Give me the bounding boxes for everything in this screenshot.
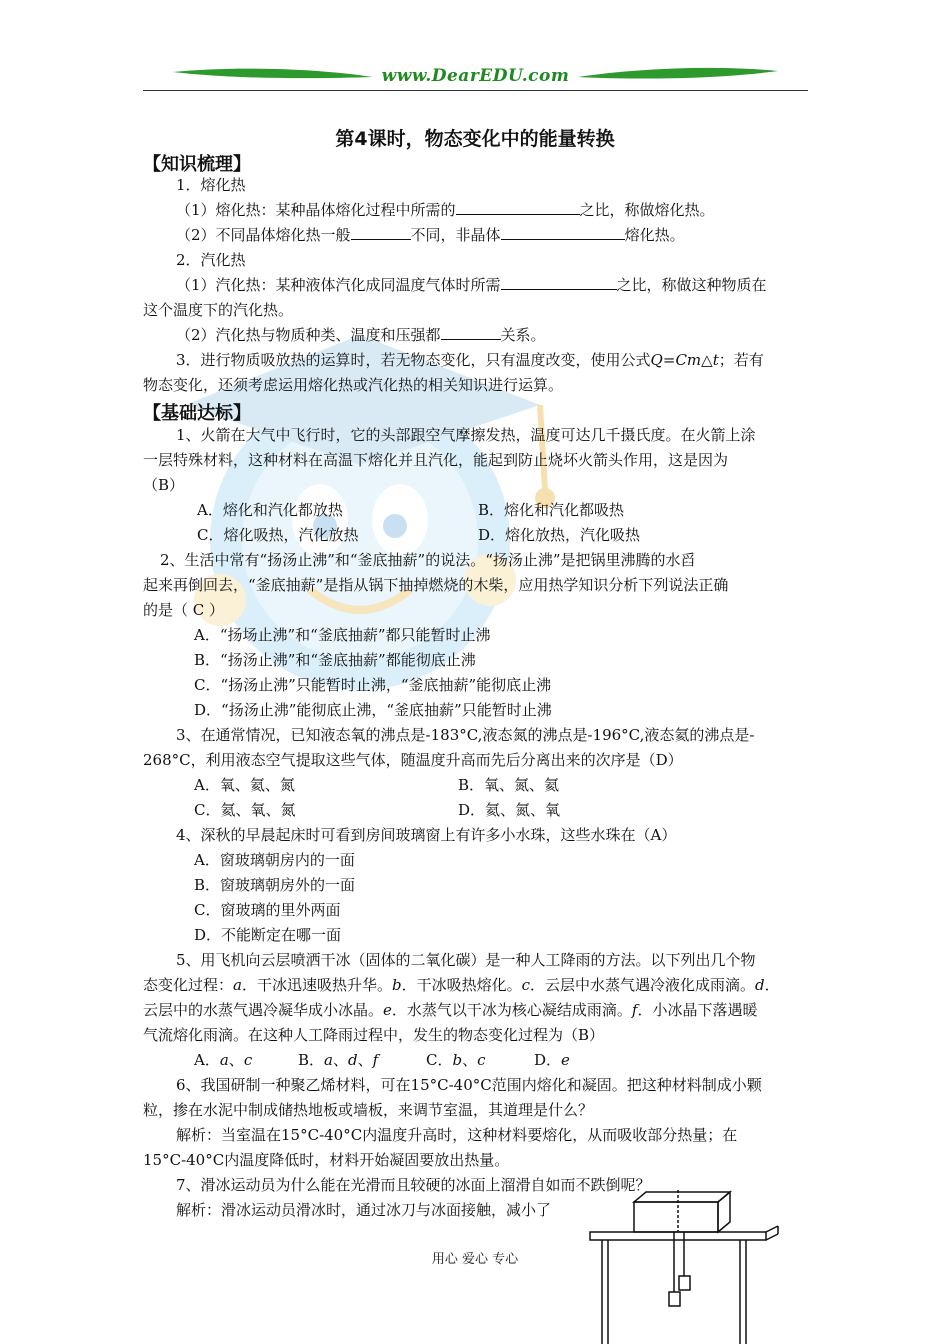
formula-var: Q <box>650 351 663 369</box>
formula-sign: = <box>662 351 676 369</box>
item-key: d <box>755 976 765 994</box>
q3-option-c: C．氦、氧、氮 <box>194 801 296 819</box>
q4-line-1: 4、深秋的早晨起床时可看到房间玻璃窗上有许多小水珠，这些水珠在（A） <box>176 826 677 844</box>
knowledge-heading-1: 1．熔化热 <box>176 176 246 194</box>
q1-line-1: 1、火箭在大气中飞行时，它的头部跟空气摩擦发热，温度可达几千摄氏度。在火箭上涂 <box>176 426 756 444</box>
text-span: 关系。 <box>500 326 546 344</box>
text-span: （2）不同晶体熔化热一般 <box>176 226 351 244</box>
text-span: 云层中的水蒸气遇冷凝华成小冰晶。 <box>143 1001 384 1019</box>
q5-option-d <box>534 1050 570 1070</box>
section-heading-basic: 【基础达标】 <box>143 403 251 424</box>
fill-blank <box>441 325 501 340</box>
q4-option-d: D．不能断定在哪一面 <box>194 926 342 944</box>
q3-line-1: 3、在通常情况，已知液态氧的沸点是-183°C,液态氮的沸点是-196°C,液态氦的沸点是- <box>176 726 755 744</box>
text-span: 、 <box>357 1051 373 1069</box>
q3-option-a: A．氧、氦、氮 <box>194 776 295 794</box>
logo-text: www.DearEDU.com <box>381 66 570 86</box>
q1-line-2: 一层特殊材料，这种材料在高温下熔化并且汽化，能起到防止烧坏火箭头作用，这是因为 <box>143 451 729 469</box>
text-span: ；若有 <box>718 351 764 369</box>
knowledge-line-2 <box>176 225 685 245</box>
site-logo <box>143 60 808 94</box>
item-key: c <box>477 1051 486 1069</box>
text-span: （1）熔化热：某种晶体熔化过程中所需的 <box>176 201 456 219</box>
q1-option-a: A．熔化和汽化都放热 <box>197 501 343 519</box>
text-span: ．干冰迅速吸热升华。 <box>241 976 392 994</box>
formula-delta: △ <box>701 351 713 369</box>
q2-option-b: B．“扬汤止沸”和“釜底抽薪”都能彻底止沸 <box>194 651 476 669</box>
text-span: 不同，非晶体 <box>410 226 501 244</box>
q2-line-3: 的是（ C ） <box>143 601 225 619</box>
q5-option-b <box>298 1050 378 1070</box>
knowledge-line-5 <box>176 350 764 370</box>
q1-option-c: C．熔化吸热，汽化放热 <box>197 526 359 544</box>
formula-var: t <box>712 351 719 369</box>
q4-option-c: C．窗玻璃的里外两面 <box>194 901 341 919</box>
text-span: 、 <box>228 1051 244 1069</box>
q3-line-2: 268°C，利用液态空气提取这些气体，随温度升高而先后分离出来的次序是（D） <box>143 751 683 769</box>
text-span: ．云层中水蒸气遇冷液化成雨滴。 <box>530 976 756 994</box>
q5-line-4: 气流熔化雨滴。在这种人工降雨过程中，发生的物态变化过程为（B） <box>143 1026 605 1044</box>
q7-line-1: 7、滑冰运动员为什么能在光滑而且较硬的冰面上溜滑自如而不跌倒呢？ <box>176 1176 651 1194</box>
item-key: b <box>452 1051 463 1069</box>
text-span: 态变化过程： <box>143 976 234 994</box>
header-rule <box>143 90 808 91</box>
q2-line-1: 2、生活中常有“扬汤止沸”和“釜底抽薪”的说法。“扬汤止沸”是把锅里沸腾的水舀 <box>160 551 696 569</box>
fill-blank <box>351 225 411 240</box>
knowledge-heading-2: 2．汽化热 <box>176 251 246 269</box>
text-span: A． <box>194 1051 220 1069</box>
text-span: ．小冰晶下落遇暖 <box>637 1001 758 1019</box>
q2-option-c: C．“扬汤止沸”只能暂时止沸，“釜底抽薪”能彻底止沸 <box>194 676 552 694</box>
text-span: ．干冰吸热熔化。 <box>401 976 522 994</box>
q5-line-3 <box>143 1000 758 1020</box>
text-span: 、 <box>462 1051 478 1069</box>
q1-line-3: （B） <box>143 476 185 494</box>
text-span: D． <box>534 1051 562 1069</box>
item-key: a <box>219 1051 229 1069</box>
item-key: c <box>521 976 531 994</box>
q6-line-3: 解析：当室温在15°C-40°C内温度升高时，这种材料要熔化，从而吸收部分热量；在 <box>176 1126 738 1144</box>
text-span: 之比，称做这种物质在 <box>616 276 767 294</box>
text-span: 、 <box>332 1051 348 1069</box>
knowledge-line-3 <box>176 275 767 295</box>
text-span: ．水蒸气以干冰为核心凝结成雨滴。 <box>391 1001 632 1019</box>
q1-option-b: B．熔化和汽化都吸热 <box>478 501 625 519</box>
page-title: 第4课时，物态变化中的能量转换 <box>335 128 615 150</box>
knowledge-line-1 <box>176 200 715 220</box>
q2-option-a: A．“扬场止沸”和“釜底抽薪”都只能暂时止沸 <box>194 626 491 644</box>
item-key: a <box>324 1051 333 1069</box>
q5-option-a <box>194 1050 252 1070</box>
q5-line-1: 5、用飞机向云层喷洒干冰（固体的二氧化碳）是一种人工降雨的方法。以下列出几个物 <box>176 951 756 969</box>
q6-line-4: 15°C-40°C内温度降低时，材料开始凝固要放出热量。 <box>143 1151 510 1169</box>
page-footer: 用心 爱心 专心 <box>431 1252 519 1267</box>
q3-option-b: B．氧、氮、氦 <box>458 776 560 794</box>
q1-option-d: D．熔化放热，汽化吸热 <box>478 526 641 544</box>
text-span: C． <box>426 1051 453 1069</box>
text-span: （1）汽化热：某种液体汽化成同温度气体时所需 <box>176 276 501 294</box>
item-key: e <box>383 1001 392 1019</box>
item-key: f <box>631 1001 638 1019</box>
q2-option-d: D．“扬汤止沸”能彻底止沸，“釜底抽薪”只能暂时止沸 <box>194 701 552 719</box>
item-key: d <box>348 1051 358 1069</box>
q5-line-2 <box>143 975 780 995</box>
section-heading-knowledge: 【知识梳理】 <box>143 154 251 175</box>
q6-line-2: 粒，掺在水泥中制成储热地板或墙板，来调节室温，其道理是什么？ <box>143 1101 594 1119</box>
q4-option-b: B．窗玻璃朝房外的一面 <box>194 876 356 894</box>
knowledge-line-3-cont: 这个温度下的汽化热。 <box>143 301 294 319</box>
q7-line-2: 解析：滑冰运动员滑冰时，通过冰刀与冰面接触，减小了 <box>176 1201 552 1219</box>
item-key: f <box>372 1051 379 1069</box>
text-span: 之比，称做熔化热。 <box>579 201 715 219</box>
text-span: B． <box>298 1051 325 1069</box>
q5-option-c <box>426 1050 486 1070</box>
fill-blank <box>501 275 617 290</box>
text-span: （2）汽化热与物质种类、温度和压强都 <box>176 326 441 344</box>
text-span: 3．进行物质吸放热的运算时，若无物态变化，只有温度改变，使用公式 <box>176 351 651 369</box>
q2-line-2: 起来再倒回去，“釜底抽薪”是指从锅下抽掉燃烧的木柴，应用热学知识分析下列说法正确 <box>143 576 729 594</box>
text-span: 熔化热。 <box>624 226 685 244</box>
knowledge-line-5-cont: 物态变化，还须考虑运用熔化热或汽化热的相关知识进行运算。 <box>143 376 564 394</box>
item-key: a <box>233 976 242 994</box>
item-key: b <box>391 976 402 994</box>
text-span: ． <box>764 976 780 994</box>
formula-var: Cm <box>675 351 702 369</box>
fill-blank <box>501 225 625 240</box>
q4-option-a: A．窗玻璃朝房内的一面 <box>194 851 355 869</box>
fill-blank <box>456 200 580 215</box>
q6-line-1: 6、我国研制一种聚乙烯材料，可在15°C-40°C范围内熔化和凝固。把这种材料制成小颗 <box>176 1076 762 1094</box>
item-key: e <box>561 1051 570 1069</box>
item-key: c <box>243 1051 253 1069</box>
knowledge-line-4 <box>176 325 546 345</box>
q3-option-d: D．氦、氮、氧 <box>458 801 561 819</box>
